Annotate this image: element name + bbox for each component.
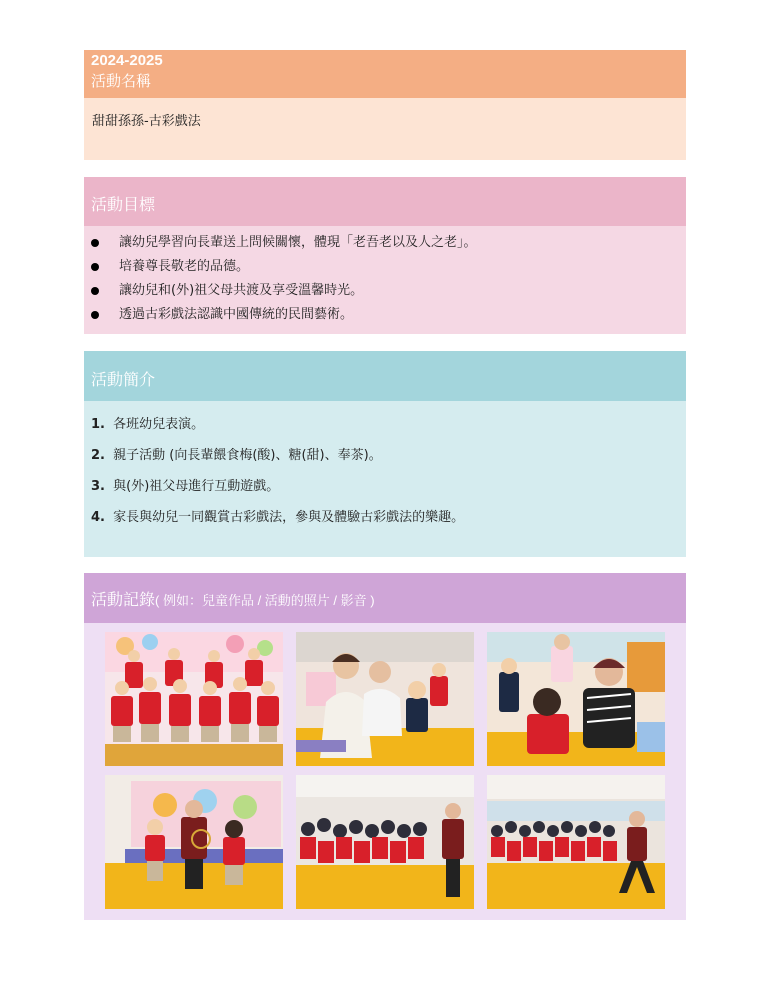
intro-item: 1. 各班幼兒表演。	[91, 417, 205, 432]
bullet-icon	[91, 239, 99, 247]
intro-item: 4. 家長與幼兒一同觀賞古彩戲法，參與及體驗古彩戲法的樂趣。	[91, 510, 465, 525]
records-header	[84, 573, 686, 623]
photo-magician-with-children	[105, 775, 283, 909]
objective-item: 透過古彩戲法認識中國傳統的民間藝術。	[84, 303, 686, 327]
intro-item: 3. 與(外)祖父母進行互動遊戲。	[91, 479, 280, 494]
photo-grandmother-with-child	[487, 632, 665, 766]
photo-audience-wide	[487, 775, 665, 909]
photo-audience-watching	[296, 775, 474, 909]
records-title: 活動記錄	[91, 592, 156, 609]
photo-children-performing	[105, 632, 283, 766]
activity-name-value: 甜甜孫孫-古彩戲法	[92, 114, 201, 129]
objectives-body	[84, 226, 686, 334]
intro-block	[84, 351, 686, 557]
objectives-header	[84, 177, 686, 226]
activity-name-body	[84, 98, 686, 160]
photo-grandparent-feeding	[296, 632, 474, 766]
activity-name-block	[84, 50, 686, 160]
objective-item: 讓幼兒和(外)祖父母共渡及享受溫馨時光。	[84, 279, 686, 303]
objectives-list	[84, 231, 686, 327]
bullet-icon	[91, 287, 99, 295]
records-photo-grid	[84, 623, 686, 920]
objectives-title: 活動目標	[91, 197, 156, 214]
bullet-icon	[91, 263, 99, 271]
intro-header	[84, 351, 686, 401]
bullet-icon	[91, 311, 99, 319]
school-year: 2024-2025	[91, 52, 163, 69]
objective-item: 培養尊長敬老的品德。	[84, 255, 686, 279]
intro-item: 2. 親子活動 (向長輩餵食梅(酸)、糖(甜)、奉茶)。	[91, 448, 382, 463]
activity-name-label: 活動名稱	[91, 73, 152, 90]
objective-item: 讓幼兒學習向長輩送上問候關懷，體現「老吾老以及人之老」。	[84, 231, 686, 255]
intro-title: 活動簡介	[91, 372, 156, 389]
activity-name-header	[84, 50, 686, 98]
intro-body	[84, 401, 686, 557]
objectives-block	[84, 177, 686, 334]
records-subtitle: ( 例如：兒童作品 / 活動的照片 / 影音 )	[155, 593, 375, 608]
records-block	[84, 573, 686, 920]
